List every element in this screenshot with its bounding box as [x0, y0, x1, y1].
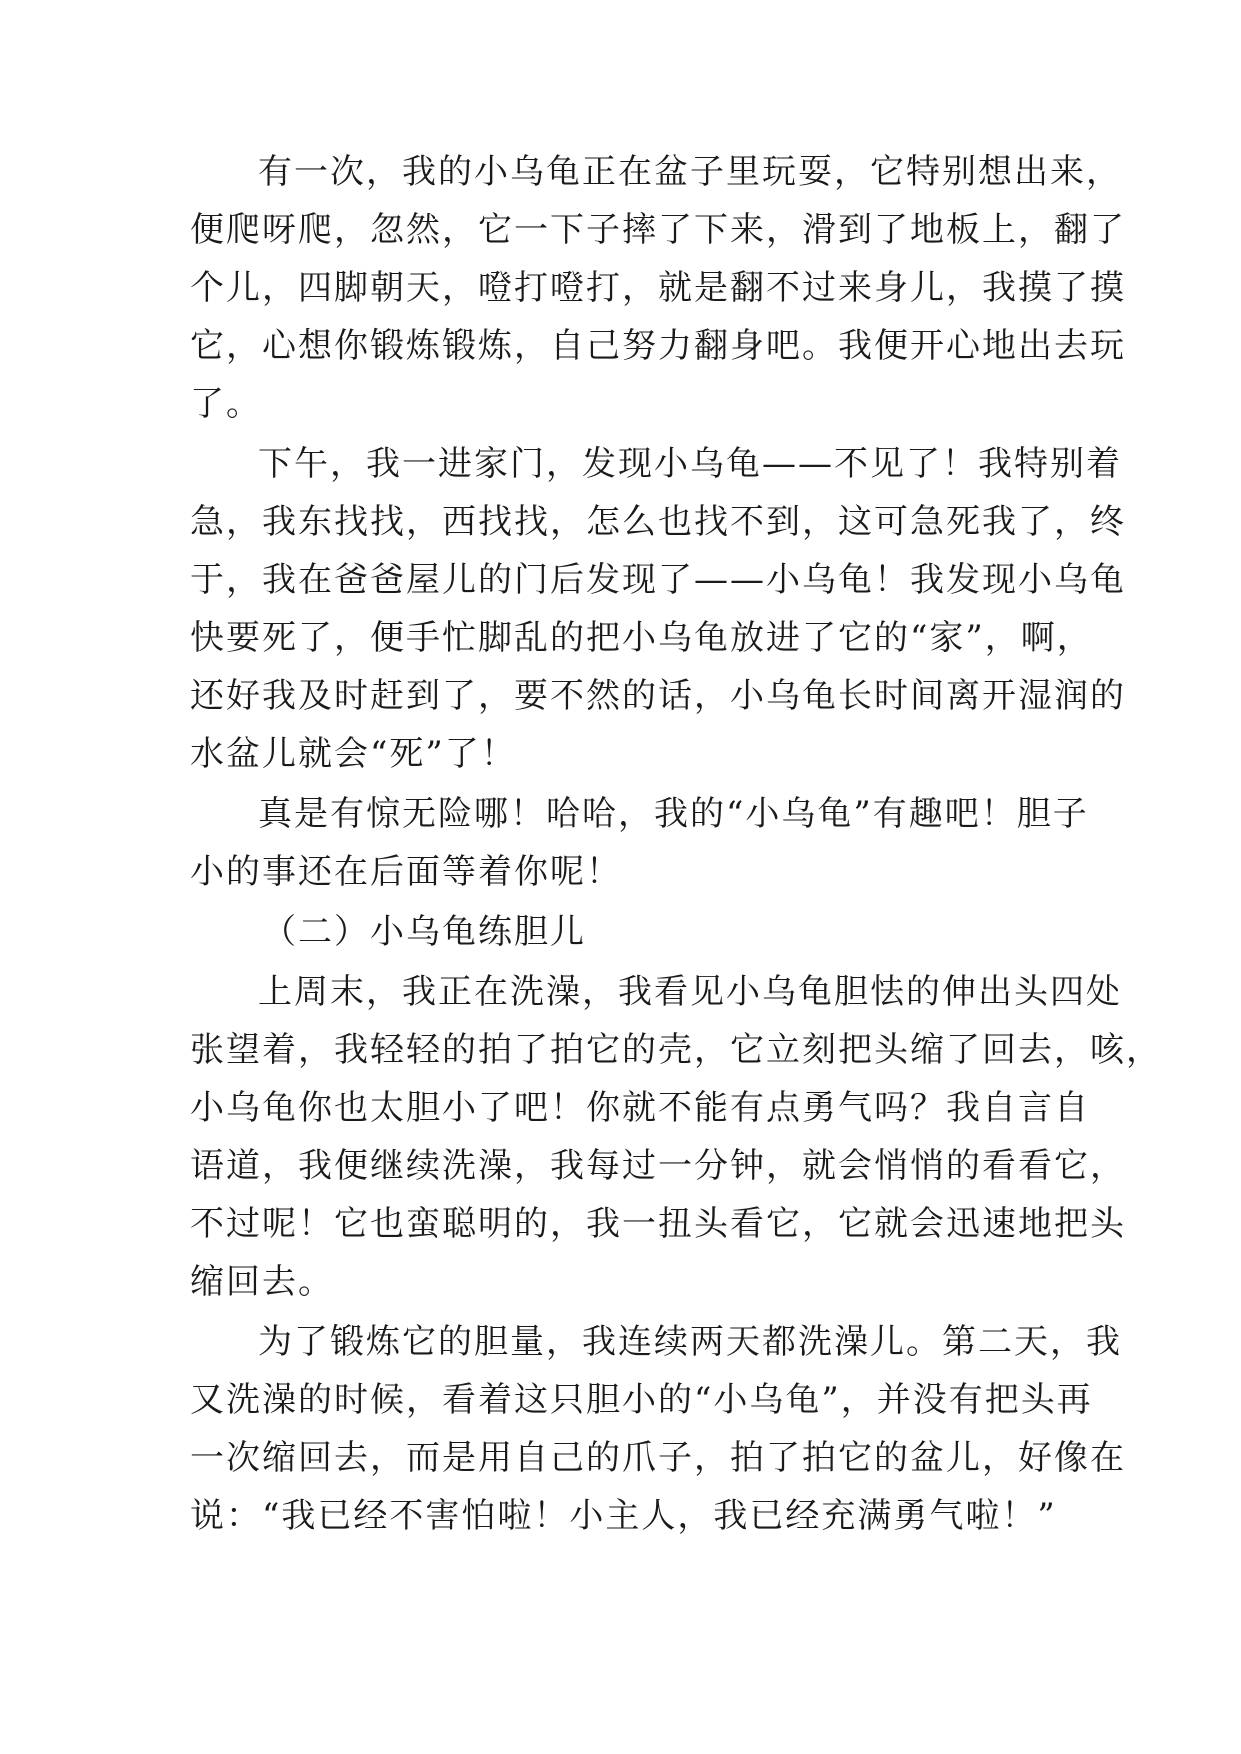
text-line: 一次缩回去，而是用自己的爪子，拍了拍它的盆儿，好像在 [190, 1438, 1126, 1478]
text-line: 说：“我已经不害怕啦！小主人，我已经充满勇气啦！” [190, 1496, 1057, 1536]
text-line: 小的事还在后面等着你呢！ [190, 852, 622, 892]
section-heading: （二）小乌龟练胆儿 [262, 912, 586, 952]
text-line: 还好我及时赶到了，要不然的话，小乌龟长时间离开湿润的 [190, 676, 1126, 716]
text-line: 为了锻炼它的胆量，我连续两天都洗澡儿。第二天，我 [258, 1322, 1122, 1362]
text-line: 于，我在爸爸屋儿的门后发现了——小乌龟！我发现小乌龟 [190, 560, 1126, 600]
text-line: 水盆儿就会“死”了！ [190, 734, 517, 774]
text-line: 缩回去。 [190, 1262, 334, 1302]
text-line: 小乌龟你也太胆小了吧！你就不能有点勇气吗？我自言自 [190, 1088, 1090, 1128]
text-line: 下午，我一进家门，发现小乌龟——不见了！我特别着 [258, 444, 1122, 484]
text-line: 又洗澡的时候，看着这只胆小的“小乌龟”，并没有把头再 [190, 1380, 1093, 1420]
text-line: 快要死了，便手忙脚乱的把小乌龟放进了它的“家”，啊， [190, 618, 1093, 658]
text-line: 个儿，四脚朝天，噔打噔打，就是翻不过来身儿，我摸了摸 [190, 268, 1126, 308]
text-line: 急，我东找找，西找找，怎么也找不到，这可急死我了，终 [190, 502, 1126, 542]
text-line: 它，心想你锻炼锻炼，自己努力翻身吧。我便开心地出去玩 [190, 326, 1126, 366]
text-line: 不过呢！它也蛮聪明的，我一扭头看它，它就会迅速地把头 [190, 1204, 1126, 1244]
text-line: 语道，我便继续洗澡，我每过一分钟，就会悄悄的看看它， [190, 1146, 1126, 1186]
text-line: 上周末，我正在洗澡，我看见小乌龟胆怯的伸出头四处 [258, 972, 1122, 1012]
text-line: 了。 [190, 384, 262, 424]
text-line: 便爬呀爬，忽然，它一下子摔了下来，滑到了地板上，翻了 [190, 210, 1126, 250]
text-line: 有一次，我的小乌龟正在盆子里玩耍，它特别想出来， [258, 152, 1122, 192]
text-line: 真是有惊无险哪！哈哈，我的“小乌龟”有趣吧！胆子 [258, 794, 1089, 834]
text-line: 张望着，我轻轻的拍了拍它的壳，它立刻把头缩了回去，咳， [190, 1030, 1162, 1070]
